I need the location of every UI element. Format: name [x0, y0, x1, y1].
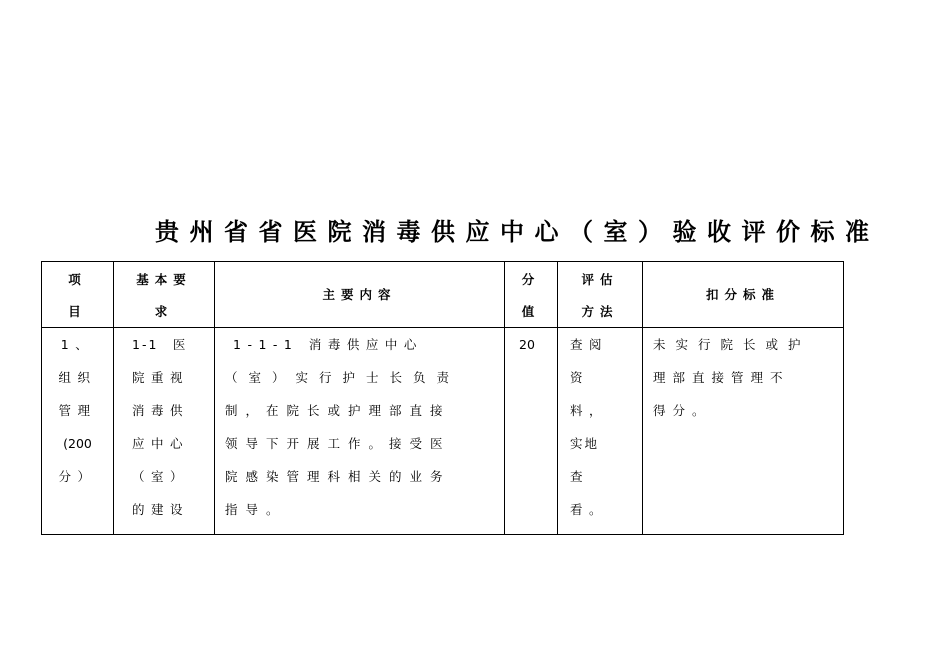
header-main-content-label: 主要内容: [322, 287, 397, 302]
cell-item-line: (200: [63, 436, 92, 451]
cell-method-line: 看。: [570, 502, 609, 517]
cell-content-line: 院感染管理科相关的业务: [225, 469, 451, 484]
cell-basic-line: 院重视: [132, 370, 190, 385]
cell-item-line: 管理: [58, 403, 97, 418]
document-title: 贵州省省医院消毒供应中心（室）验收评价标准: [155, 218, 880, 246]
cell-item-line: 组织: [58, 370, 97, 385]
cell-content-line: 1-1-1 消毒供应中心: [233, 337, 423, 352]
table-header-row: [42, 262, 844, 328]
cell-deduction-line: 得分。: [653, 403, 712, 418]
header-deduction-label: 扣分标准: [705, 287, 780, 302]
cell-method-line: 实地: [570, 436, 600, 451]
cell-basic-requirement: [114, 328, 215, 535]
header-item: [42, 262, 114, 328]
cell-method-line: 资: [570, 370, 590, 385]
cell-basic-line: 的建设: [132, 502, 190, 517]
cell-method-line: 料，: [570, 403, 609, 418]
cell-content-line: （室）实行护士长负责: [225, 370, 461, 385]
cell-score-value: 20: [519, 337, 535, 352]
header-method-line1: 评估: [581, 272, 619, 287]
cell-main-content: [215, 328, 505, 535]
cell-basic-line: 1-1 医: [132, 337, 188, 352]
cell-deduction-line: 未实行院长或护: [653, 337, 811, 352]
cell-method-line: 查: [570, 469, 590, 484]
cell-basic-line: 应中心: [132, 436, 190, 451]
cell-score: [505, 328, 558, 535]
cell-content-line: 指导。: [225, 502, 287, 517]
header-main-content: [215, 262, 505, 328]
cell-basic-line: 消毒供: [132, 403, 190, 418]
cell-method-line: 查阅: [570, 337, 609, 352]
header-basic-line1: 基本要: [136, 272, 192, 287]
evaluation-table: [41, 261, 844, 535]
header-method-line2: 方法: [581, 304, 619, 319]
cell-item: [42, 328, 114, 535]
header-method: [558, 262, 643, 328]
cell-method: [558, 328, 643, 535]
cell-content-line: 制，在院长或护理部直接: [225, 403, 451, 418]
cell-item-line: 分）: [58, 469, 97, 484]
cell-basic-line: （室）: [132, 469, 190, 484]
header-item-line2: 目: [68, 304, 87, 319]
cell-content-line: 领导下开展工作。接受医: [225, 436, 451, 451]
header-deduction: [643, 262, 844, 328]
header-score-line2: 值: [521, 304, 541, 319]
cell-deduction-line: 理部直接管理不: [653, 370, 790, 385]
header-basic-requirement: [114, 262, 215, 328]
header-item-line1: 项: [68, 272, 87, 287]
cell-deduction: [643, 328, 844, 535]
header-score-line1: 分: [521, 272, 541, 287]
table-row: [42, 328, 844, 535]
cell-item-line: 1、: [60, 337, 95, 352]
header-basic-line2: 求: [154, 304, 174, 319]
header-score: [505, 262, 558, 328]
